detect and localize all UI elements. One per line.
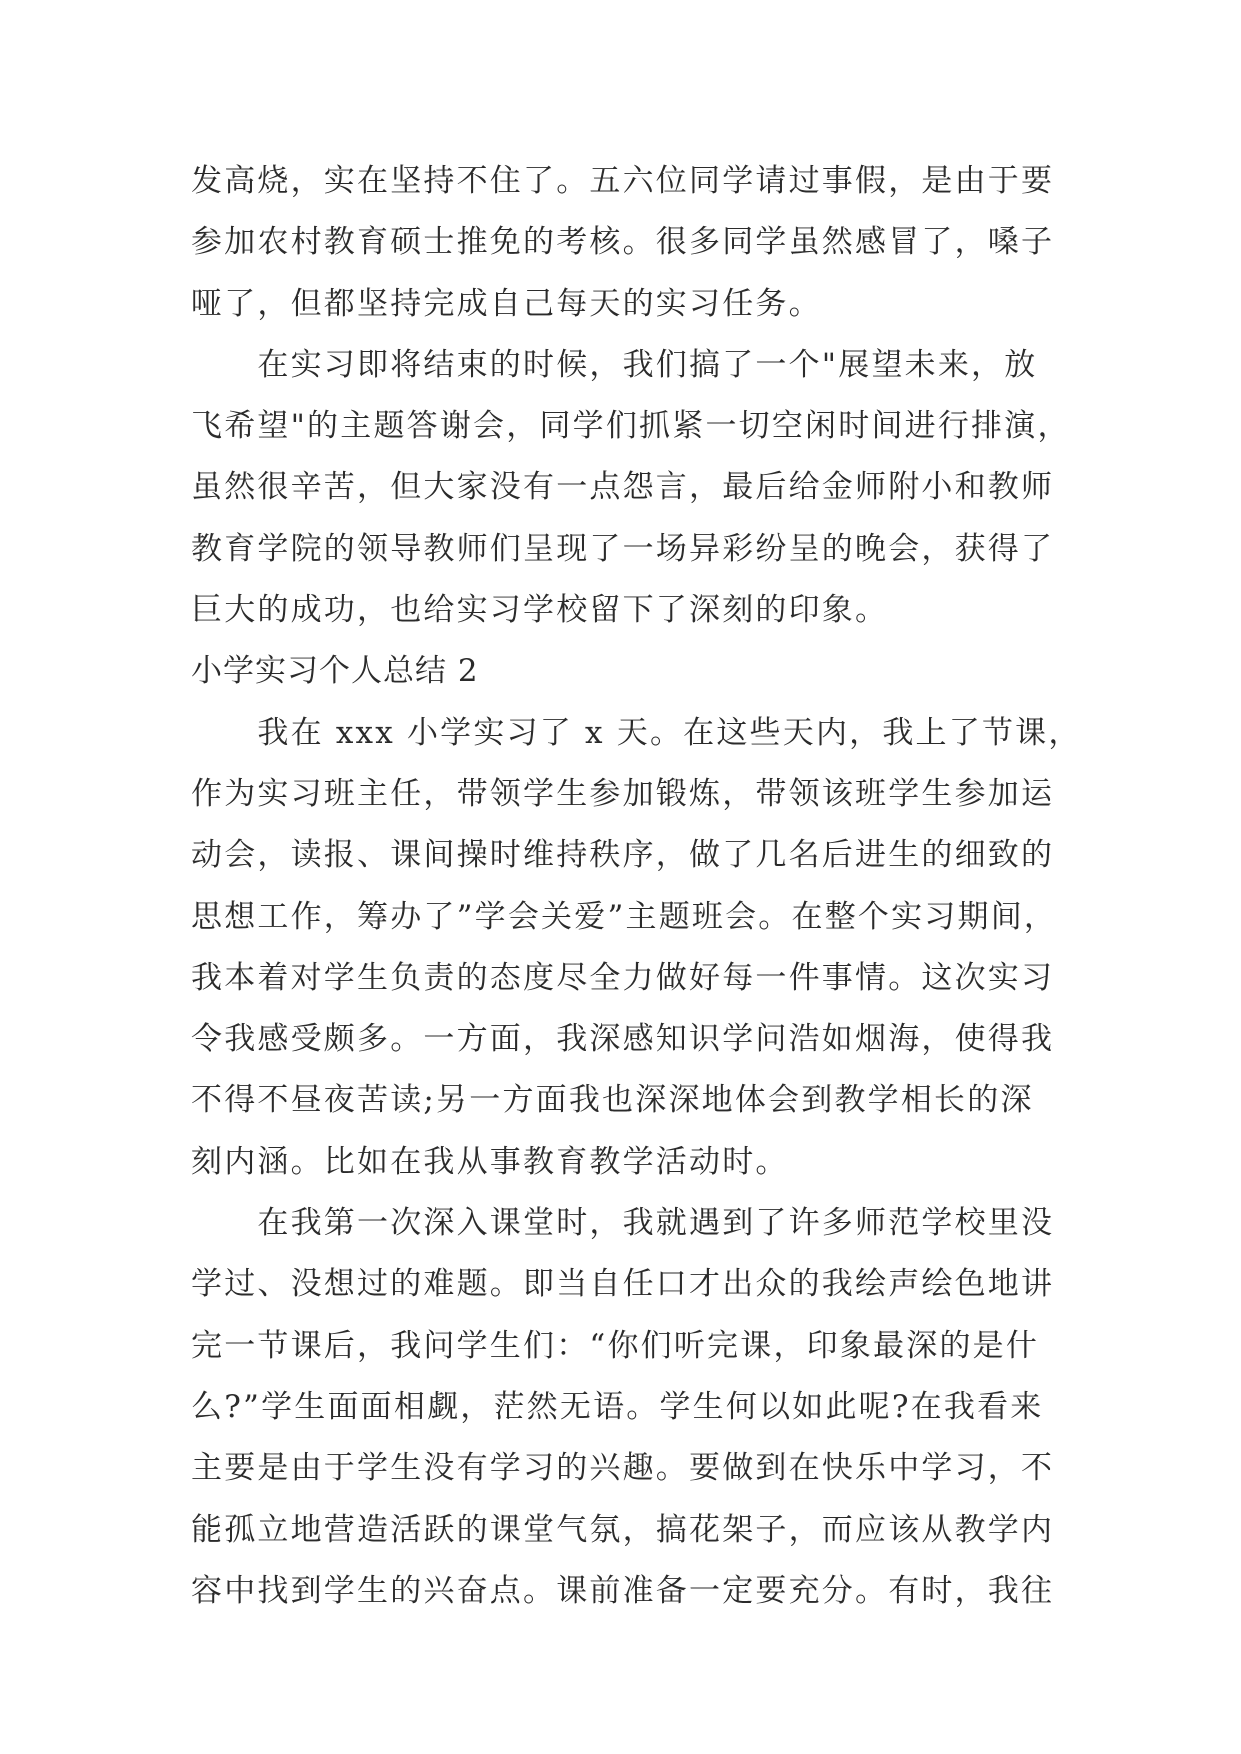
text-line: 虽然很辛苦，但大家没有一点怨言，最后给金师附小和教师	[191, 469, 1055, 506]
text-line: 学过、没想过的难题。即当自任口才出众的我绘声绘色地讲	[191, 1266, 1055, 1303]
section-heading: 小学实习个人总结 2	[191, 653, 479, 690]
text-line: 刻内涵。比如在我从事教育教学活动时。	[191, 1143, 789, 1180]
text-line: 在我第一次深入课堂时，我就遇到了许多师范学校里没	[191, 1205, 1055, 1242]
text-line: 容中找到学生的兴奋点。课前准备一定要充分。有时，我往	[191, 1572, 1055, 1609]
text-line: 在实习即将结束的时候，我们搞了一个"展望未来，放	[191, 346, 1038, 383]
text-line: 发高烧，实在坚持不住了。五六位同学请过事假，是由于要	[191, 163, 1055, 199]
text-line: 动会，读报、课间操时维持秩序，做了几名后进生的细致的	[191, 837, 1055, 874]
text-line: 我在 xxx 小学实习了 x 天。在这些天内，我上了节课，	[191, 714, 1082, 751]
document-body	[191, 151, 1082, 1622]
text-line: 我本着对学生负责的态度尽全力做好每一件事情。这次实习	[191, 959, 1055, 996]
text-line: 么?”学生面面相觑，茫然无语。学生何以如此呢?在我看来	[191, 1388, 1044, 1425]
text-line: 飞希望"的主题答谢会，同学们抓紧一切空闲时间进行排演，	[191, 408, 1071, 445]
text-line: 思想工作，筹办了”学会关爱”主题班会。在整个实习期间，	[191, 898, 1058, 935]
text-line: 教育学院的领导教师们呈现了一场异彩纷呈的晚会，获得了	[191, 530, 1055, 567]
text-line: 巨大的成功，也给实习学校留下了深刻的印象。	[191, 592, 889, 629]
text-line: 主要是由于学生没有学习的兴趣。要做到在快乐中学习，不	[191, 1450, 1055, 1487]
text-line: 参加农村教育硕士推免的考核。很多同学虽然感冒了，嗓子	[191, 224, 1055, 261]
text-line: 不得不昼夜苦读;另一方面我也深深地体会到教学相长的深	[191, 1082, 1034, 1119]
text-line: 能孤立地营造活跃的课堂气氛，搞花架子，而应该从教学内	[191, 1511, 1055, 1548]
text-line: 令我感受颇多。一方面，我深感知识学问浩如烟海，使得我	[191, 1021, 1055, 1058]
text-line: 作为实习班主任，带领学生参加锻炼，带领该班学生参加运	[191, 775, 1055, 812]
text-line: 哑了，但都坚持完成自己每天的实习任务。	[191, 285, 822, 322]
text-line: 完一节课后，我问学生们：“你们听完课，印象最深的是什	[191, 1327, 1040, 1364]
